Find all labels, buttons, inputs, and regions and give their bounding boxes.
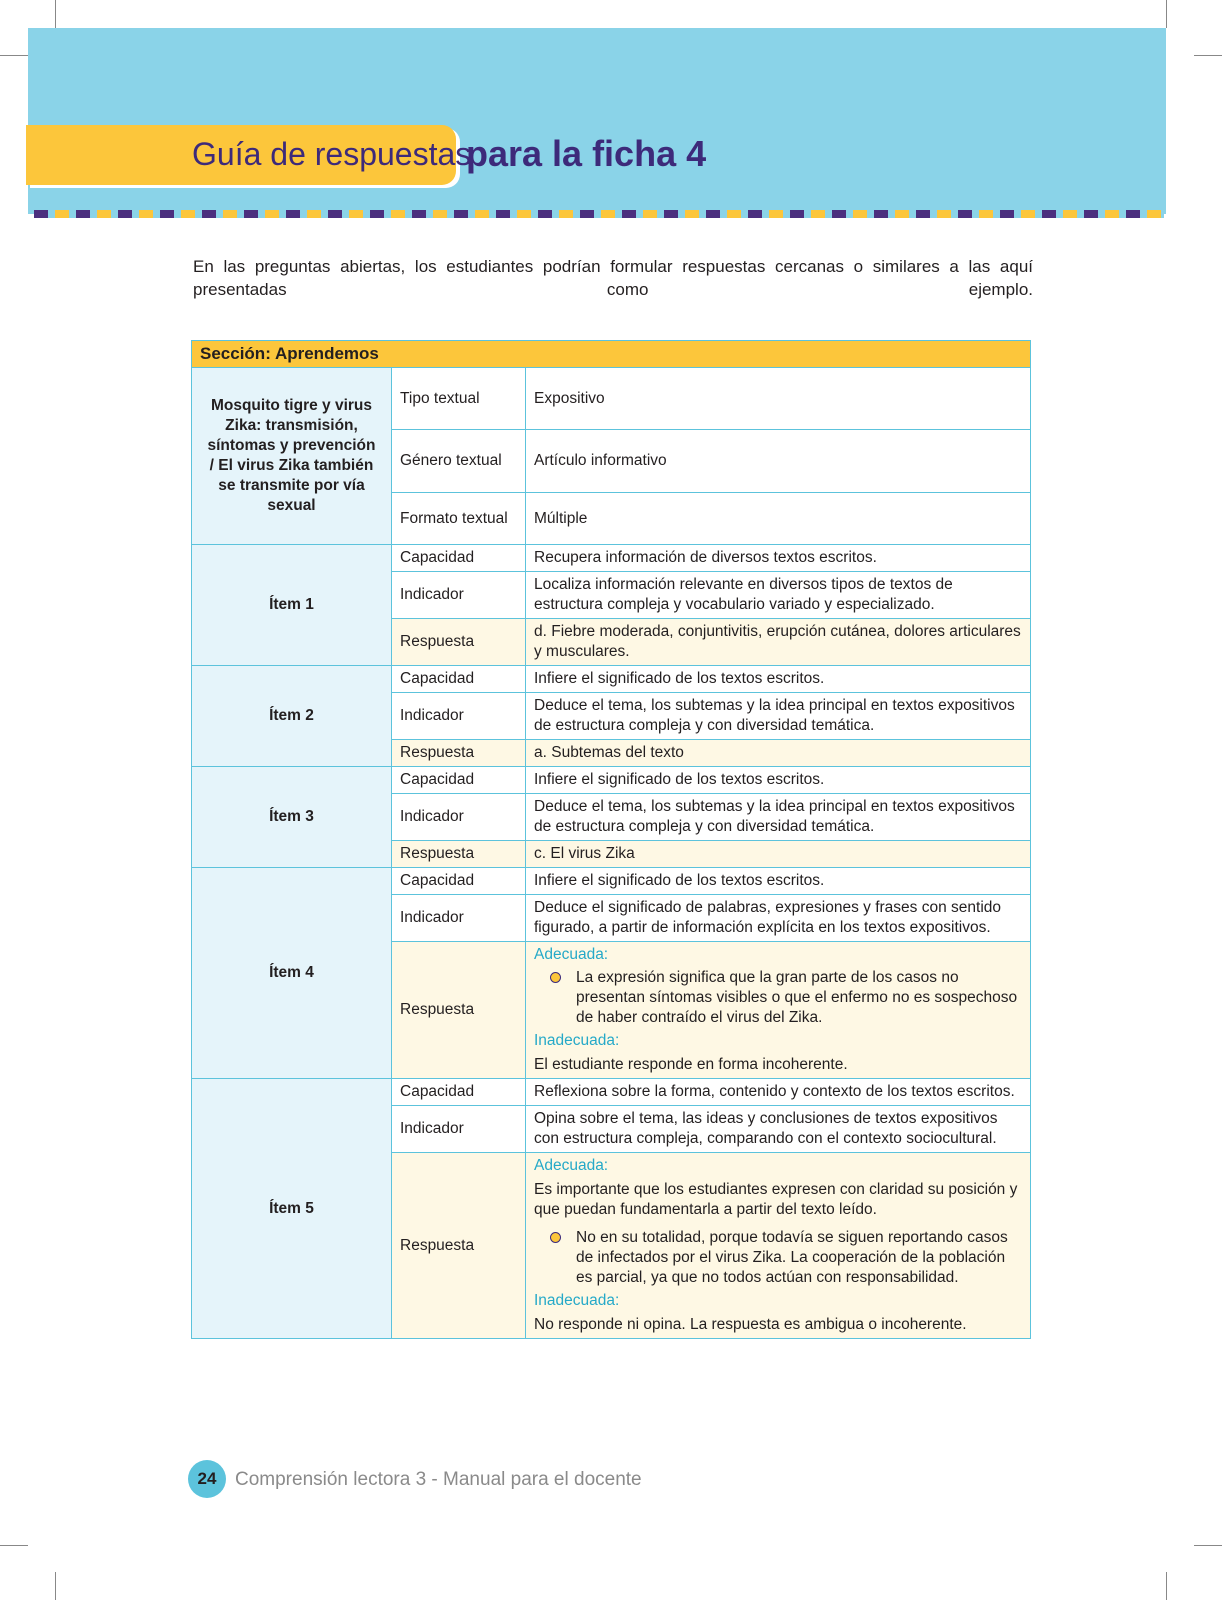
adecuada-list [534, 968, 1022, 1028]
decorative-dash-strip [34, 210, 1164, 218]
footer-title: Comprensión lectora 3 - Manual para el docente [235, 1469, 642, 1490]
indicador-value: Deduce el tema, los subtemas y la idea principal en textos expositivos de estructura compleja y con diversidad temática. [526, 794, 1031, 841]
list-item [576, 1228, 1022, 1288]
table-row [192, 368, 1031, 430]
indicador-value: Localiza información relevante en diversos tipos de textos de estructura compleja y vocabulario variado y especializado. [526, 572, 1031, 619]
capacidad-value: Reflexiona sobre la forma, contenido y contexto de los textos escritos. [526, 1079, 1031, 1106]
respuesta-label: Respuesta [392, 740, 526, 767]
table-row [192, 868, 1031, 895]
adecuada-text: Es importante que los estudiantes expresen con claridad su posición y que puedan fundamentarla a partir del texto leído. [534, 1181, 1018, 1218]
crop-mark [1194, 55, 1222, 56]
crop-mark [1166, 0, 1167, 28]
bullet-icon [550, 972, 561, 983]
bullet-icon [550, 1232, 561, 1243]
crop-mark [1166, 1572, 1167, 1600]
respuesta-label: Respuesta [392, 619, 526, 666]
capacidad-label: Capacidad [392, 666, 526, 693]
indicador-label: Indicador [392, 1106, 526, 1153]
capacidad-label: Capacidad [392, 545, 526, 572]
indicador-value: Deduce el significado de palabras, expresiones y frases con sentido figurado, a partir de información explícita en los textos expositivos. [526, 895, 1031, 942]
item-4-label: Ítem 4 [192, 868, 392, 1079]
row-value: Artículo informativo [526, 430, 1031, 493]
capacidad-value: Recupera información de diversos textos escritos. [526, 545, 1031, 572]
inadecuada-label: Inadecuada: [534, 1292, 620, 1309]
indicador-label: Indicador [392, 794, 526, 841]
crop-mark [0, 55, 28, 56]
capacidad-value: Infiere el significado de los textos escritos. [526, 666, 1031, 693]
row-label: Formato textual [392, 493, 526, 545]
intro-paragraph: En las preguntas abiertas, los estudiantes podrían formular respuestas cercanas o similares a las aquí presentadas como ejemplo. [193, 257, 1033, 299]
text-title-cell: Mosquito tigre y virus Zika: transmisión, síntomas y prevención / El virus Zika también se transmite por vía sexual [192, 368, 392, 545]
page-title-part2: para la ficha 4 [466, 133, 707, 174]
respuesta-value: d. Fiebre moderada, conjuntivitis, erupción cutánea, dolores articulares y musculares. [526, 619, 1031, 666]
respuesta-value: a. Subtemas del texto [526, 740, 1031, 767]
respuesta-value [526, 942, 1031, 1079]
inadecuada-label: Inadecuada: [534, 1032, 620, 1049]
row-value: Múltiple [526, 493, 1031, 545]
item-5-label: Ítem 5 [192, 1079, 392, 1339]
adecuada-label: Adecuada: [534, 1157, 609, 1174]
indicador-value: Opina sobre el tema, las ideas y conclusiones de textos expositivos con estructura compleja, comparando con el contexto sociocultural. [526, 1106, 1031, 1153]
indicador-label: Indicador [392, 693, 526, 740]
answer-table [191, 340, 1031, 1339]
item-2-label: Ítem 2 [192, 666, 392, 767]
crop-mark [1194, 1545, 1222, 1546]
row-value: Expositivo [526, 368, 1031, 430]
capacidad-label: Capacidad [392, 868, 526, 895]
list-item [576, 968, 1022, 1028]
capacidad-label: Capacidad [392, 1079, 526, 1106]
adecuada-list [534, 1228, 1022, 1288]
inadecuada-text: No responde ni opina. La respuesta es ambigua o incoherente. [534, 1316, 967, 1333]
page-number: 24 [188, 1460, 226, 1498]
respuesta-label: Respuesta [392, 942, 526, 1079]
capacidad-value: Infiere el significado de los textos escritos. [526, 868, 1031, 895]
crop-mark [0, 1545, 28, 1546]
table-row [192, 767, 1031, 794]
section-title: Sección: Aprendemos [192, 341, 1031, 368]
respuesta-label: Respuesta [392, 841, 526, 868]
crop-mark [55, 1572, 56, 1600]
table-row [192, 1079, 1031, 1106]
item-1-label: Ítem 1 [192, 545, 392, 666]
capacidad-value: Infiere el significado de los textos escritos. [526, 767, 1031, 794]
header-band [28, 28, 1166, 214]
respuesta-value: c. El virus Zika [526, 841, 1031, 868]
respuesta-value [526, 1153, 1031, 1339]
table-row [192, 545, 1031, 572]
indicador-label: Indicador [392, 572, 526, 619]
item-3-label: Ítem 3 [192, 767, 392, 868]
capacidad-label: Capacidad [392, 767, 526, 794]
row-label: Tipo textual [392, 368, 526, 430]
adecuada-bullet-text: No en su totalidad, porque todavía se siguen reportando casos de infectados por el virus Zika. La cooperación de la población es parcial, ya que no todos actúan con responsabilidad. [576, 1229, 1008, 1286]
table-row [192, 666, 1031, 693]
indicador-value: Deduce el tema, los subtemas y la idea principal en textos expositivos de estructura compleja y con diversidad temática. [526, 693, 1031, 740]
adecuada-bullet-text: La expresión significa que la gran parte de los casos no presentan síntomas visibles o que el enfermo no es sospechoso de haber contraído el virus del Zika. [576, 969, 1018, 1026]
row-label: Género textual [392, 430, 526, 493]
indicador-label: Indicador [392, 895, 526, 942]
inadecuada-text: El estudiante responde en forma incoherente. [534, 1056, 848, 1073]
crop-mark [55, 0, 56, 28]
adecuada-label: Adecuada: [534, 946, 609, 963]
respuesta-label: Respuesta [392, 1153, 526, 1339]
section-header-row [192, 341, 1031, 368]
page-title-part1: Guía de respuestas [192, 136, 472, 172]
